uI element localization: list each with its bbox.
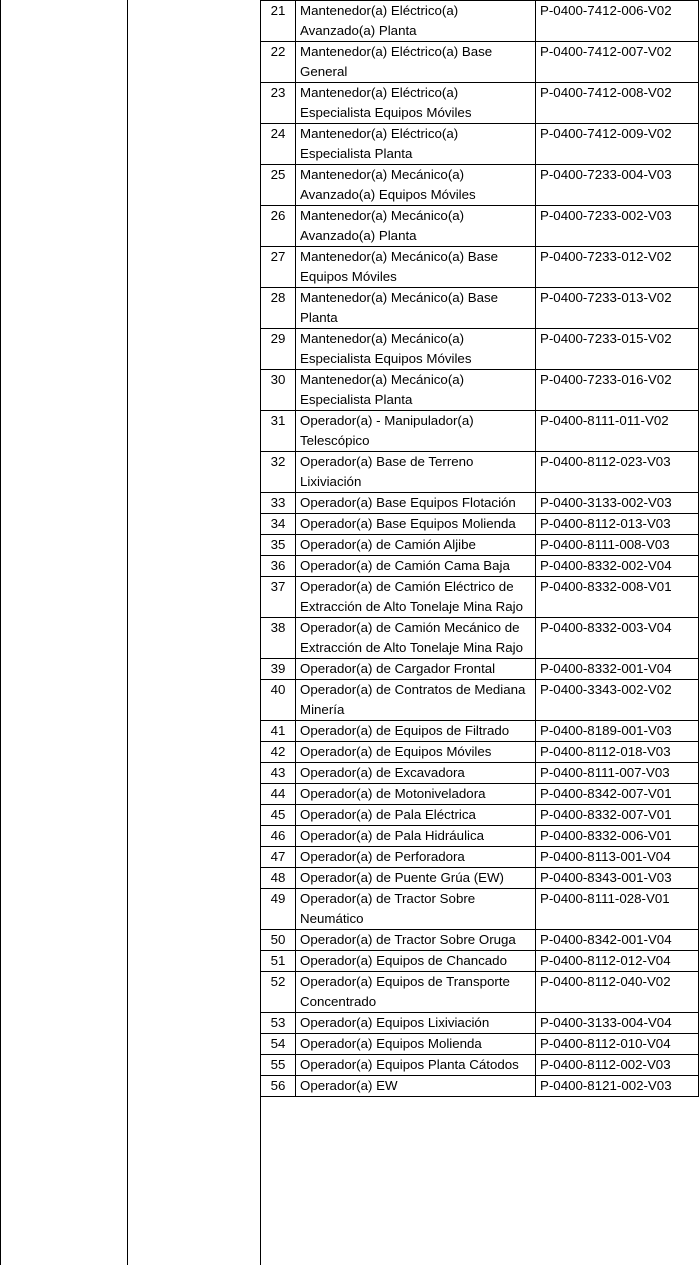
table-row (261, 972, 699, 1013)
profile-code: P-0400-7412-007-V02 (536, 42, 699, 83)
row-number: 36 (261, 556, 296, 577)
profile-code: P-0400-8112-002-V03 (536, 1055, 699, 1076)
profile-code: P-0400-7233-002-V03 (536, 206, 699, 247)
profiles-table-body (261, 1, 699, 1097)
table-row (261, 370, 699, 411)
table-row (261, 805, 699, 826)
row-number: 54 (261, 1034, 296, 1055)
row-number: 47 (261, 847, 296, 868)
profile-name: Operador(a) Equipos Lixiviación (296, 1013, 536, 1034)
row-number: 49 (261, 889, 296, 930)
profile-name: Operador(a) de Excavadora (296, 763, 536, 784)
row-number: 41 (261, 721, 296, 742)
row-number: 33 (261, 493, 296, 514)
table-row (261, 1, 699, 42)
profile-name: Mantenedor(a) Eléctrico(a) Especialista Equipos Móviles (296, 83, 536, 124)
table-row (261, 452, 699, 493)
table-row (261, 42, 699, 83)
row-number: 39 (261, 659, 296, 680)
profile-code: P-0400-8111-011-V02 (536, 411, 699, 452)
profile-code: P-0400-8112-012-V04 (536, 951, 699, 972)
table-row (261, 535, 699, 556)
profile-name: Operador(a) de Puente Grúa (EW) (296, 868, 536, 889)
row-number: 45 (261, 805, 296, 826)
profile-name: Operador(a) de Camión Mecánico de Extracción de Alto Tonelaje Mina Rajo (296, 618, 536, 659)
table-row (261, 826, 699, 847)
profile-name: Operador(a) de Camión Aljibe (296, 535, 536, 556)
profile-code: P-0400-8332-007-V01 (536, 805, 699, 826)
profile-name: Mantenedor(a) Eléctrico(a) Base General (296, 42, 536, 83)
profile-code: P-0400-7233-012-V02 (536, 247, 699, 288)
row-number: 22 (261, 42, 296, 83)
profile-code: P-0400-8332-003-V04 (536, 618, 699, 659)
row-number: 37 (261, 577, 296, 618)
profile-name: Mantenedor(a) Mecánico(a) Base Equipos Móviles (296, 247, 536, 288)
profile-name: Operador(a) de Tractor Sobre Oruga (296, 930, 536, 951)
profile-code: P-0400-7412-009-V02 (536, 124, 699, 165)
profile-name: Operador(a) Base de Terreno Lixiviación (296, 452, 536, 493)
profile-code: P-0400-8121-002-V03 (536, 1076, 699, 1097)
profile-code: P-0400-8332-006-V01 (536, 826, 699, 847)
profile-name: Mantenedor(a) Mecánico(a) Avanzado(a) Equipos Móviles (296, 165, 536, 206)
table-row (261, 618, 699, 659)
profile-code: P-0400-8332-001-V04 (536, 659, 699, 680)
profile-code: P-0400-7233-015-V02 (536, 329, 699, 370)
row-number: 35 (261, 535, 296, 556)
profile-name: Operador(a) Base Equipos Molienda (296, 514, 536, 535)
row-number: 44 (261, 784, 296, 805)
profile-name: Operador(a) de Pala Hidráulica (296, 826, 536, 847)
profile-name: Operador(a) Equipos de Transporte Concentrado (296, 972, 536, 1013)
row-number: 27 (261, 247, 296, 288)
profile-code: P-0400-8343-001-V03 (536, 868, 699, 889)
row-number: 43 (261, 763, 296, 784)
profile-code: P-0400-7233-013-V02 (536, 288, 699, 329)
profile-code: P-0400-7412-006-V02 (536, 1, 699, 42)
table-row (261, 247, 699, 288)
profile-code: P-0400-8332-002-V04 (536, 556, 699, 577)
profile-name: Operador(a) Equipos Planta Cátodos (296, 1055, 536, 1076)
row-number: 52 (261, 972, 296, 1013)
profile-code: P-0400-8112-010-V04 (536, 1034, 699, 1055)
profile-name: Mantenedor(a) Eléctrico(a) Avanzado(a) Planta (296, 1, 536, 42)
row-number: 32 (261, 452, 296, 493)
row-number: 31 (261, 411, 296, 452)
profile-code: P-0400-8111-008-V03 (536, 535, 699, 556)
profile-code: P-0400-8111-007-V03 (536, 763, 699, 784)
profile-name: Operador(a) de Cargador Frontal (296, 659, 536, 680)
table-row (261, 411, 699, 452)
profile-code: P-0400-3133-002-V03 (536, 493, 699, 514)
profile-code: P-0400-8112-040-V02 (536, 972, 699, 1013)
profile-code: P-0400-8342-001-V04 (536, 930, 699, 951)
table-row (261, 847, 699, 868)
row-number: 51 (261, 951, 296, 972)
profile-name: Mantenedor(a) Mecánico(a) Base Planta (296, 288, 536, 329)
profile-name: Mantenedor(a) Mecánico(a) Especialista Planta (296, 370, 536, 411)
row-number: 29 (261, 329, 296, 370)
row-number: 53 (261, 1013, 296, 1034)
profile-name: Operador(a) de Perforadora (296, 847, 536, 868)
profile-code: P-0400-8332-008-V01 (536, 577, 699, 618)
table-row (261, 721, 699, 742)
row-number: 23 (261, 83, 296, 124)
row-number: 56 (261, 1076, 296, 1097)
row-number: 46 (261, 826, 296, 847)
profile-code: P-0400-8113-001-V04 (536, 847, 699, 868)
table-row (261, 124, 699, 165)
profile-code: P-0400-3343-002-V02 (536, 680, 699, 721)
table-row (261, 1076, 699, 1097)
profile-name: Mantenedor(a) Mecánico(a) Avanzado(a) Planta (296, 206, 536, 247)
table-row (261, 784, 699, 805)
profile-name: Operador(a) de Contratos de Mediana Minería (296, 680, 536, 721)
row-number: 40 (261, 680, 296, 721)
profile-code: P-0400-8342-007-V01 (536, 784, 699, 805)
table-row (261, 556, 699, 577)
row-number: 42 (261, 742, 296, 763)
table-row (261, 206, 699, 247)
row-number: 34 (261, 514, 296, 535)
profile-name: Operador(a) Equipos de Chancado (296, 951, 536, 972)
table-row (261, 1034, 699, 1055)
table-row (261, 951, 699, 972)
profile-name: Operador(a) EW (296, 1076, 536, 1097)
profile-code: P-0400-8111-028-V01 (536, 889, 699, 930)
table-row (261, 889, 699, 930)
row-number: 48 (261, 868, 296, 889)
table-row (261, 763, 699, 784)
table-row (261, 1013, 699, 1034)
profile-name: Operador(a) de Equipos Móviles (296, 742, 536, 763)
profile-code: P-0400-7233-004-V03 (536, 165, 699, 206)
table-row (261, 288, 699, 329)
row-number: 21 (261, 1, 296, 42)
table-row (261, 493, 699, 514)
profile-name: Operador(a) de Motoniveladora (296, 784, 536, 805)
profile-name: Operador(a) Equipos Molienda (296, 1034, 536, 1055)
profile-name: Operador(a) de Equipos de Filtrado (296, 721, 536, 742)
row-number: 55 (261, 1055, 296, 1076)
outer-left-border (0, 0, 1, 1265)
profile-code: P-0400-7412-008-V02 (536, 83, 699, 124)
profile-name: Mantenedor(a) Mecánico(a) Especialista Equipos Móviles (296, 329, 536, 370)
profile-name: Operador(a) de Tractor Sobre Neumático (296, 889, 536, 930)
table-row (261, 742, 699, 763)
table-row (261, 577, 699, 618)
row-number: 25 (261, 165, 296, 206)
profile-code: P-0400-8112-018-V03 (536, 742, 699, 763)
profile-code: P-0400-8189-001-V03 (536, 721, 699, 742)
table-row (261, 83, 699, 124)
profile-name: Operador(a) de Camión Cama Baja (296, 556, 536, 577)
table-row (261, 165, 699, 206)
table-row (261, 329, 699, 370)
row-number: 38 (261, 618, 296, 659)
column-divider-1 (127, 0, 128, 1265)
row-number: 24 (261, 124, 296, 165)
profile-code: P-0400-3133-004-V04 (536, 1013, 699, 1034)
row-number: 30 (261, 370, 296, 411)
table-row (261, 930, 699, 951)
profile-name: Operador(a) de Camión Eléctrico de Extracción de Alto Tonelaje Mina Rajo (296, 577, 536, 618)
profile-code: P-0400-8112-023-V03 (536, 452, 699, 493)
profile-name: Operador(a) de Pala Eléctrica (296, 805, 536, 826)
table-row (261, 514, 699, 535)
table-row (261, 868, 699, 889)
occupational-profiles-table (260, 0, 699, 1097)
table-row (261, 680, 699, 721)
profile-name: Mantenedor(a) Eléctrico(a) Especialista Planta (296, 124, 536, 165)
profile-name: Operador(a) - Manipulador(a) Telescópico (296, 411, 536, 452)
row-number: 50 (261, 930, 296, 951)
table-row (261, 659, 699, 680)
table-row (261, 1055, 699, 1076)
profile-name: Operador(a) Base Equipos Flotación (296, 493, 536, 514)
profile-code: P-0400-8112-013-V03 (536, 514, 699, 535)
row-number: 26 (261, 206, 296, 247)
profile-code: P-0400-7233-016-V02 (536, 370, 699, 411)
row-number: 28 (261, 288, 296, 329)
